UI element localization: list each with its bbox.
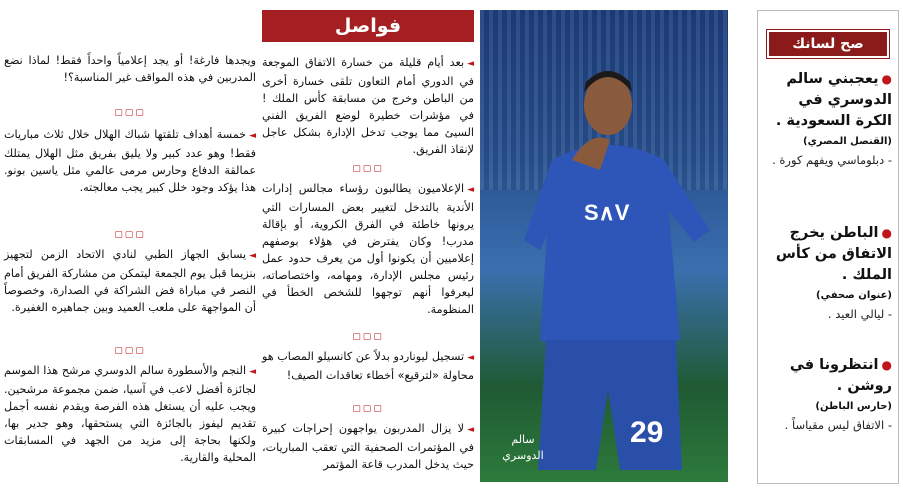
sidebar-item-text: - الاتفاق ليس مقياساً .	[784, 418, 892, 432]
sidebar-item-text: - ليالي العيد .	[827, 307, 892, 321]
column-paragraph	[262, 54, 474, 158]
paragraph-separator: ▢▢▢	[114, 108, 146, 118]
column-paragraph	[4, 362, 256, 466]
paragraph-separator: ▢▢▢	[352, 404, 384, 414]
sidebar-item-title	[764, 69, 892, 132]
bullet-triangle-icon: ◄	[249, 131, 256, 141]
paragraph-separator: ▢▢▢	[352, 164, 384, 174]
bullet-dot-icon: ●	[881, 226, 892, 240]
left-column	[4, 10, 256, 482]
sidebar-item-title-text: يعجبني سالم الدوسري في الكرة السعودية .	[775, 71, 892, 129]
paragraph-text: يسابق الجهاز الطبي لنادي الاتحاد الزمن لتجهيز بنزيما قبل يوم الجمعة ليتمكن من مشاركة الفريق أمام النصر في مباراة فض الشراكة في الصدارة، وخصوصاً أن المواجهة على ملعب العميد وبين جماهيره الغفيرة.	[4, 248, 256, 314]
column-paragraph	[4, 246, 256, 316]
bullet-triangle-icon: ◄	[467, 353, 474, 363]
paragraph-text: ويجدها فارغة! أو يجد إعلامياً واحداً فقط! لماذا نضع المدربين في هذه المواقف غير المناسبة؟!	[4, 54, 256, 84]
sidebar-item-title	[764, 223, 892, 286]
paragraph-separator: ▢▢▢	[352, 332, 384, 342]
bullet-triangle-icon: ◄	[249, 251, 256, 261]
paragraph-text: الإعلاميون يطالبون رؤساء مجالس إدارات الأندية بالتدخل لتغيير بعض المسارات التي يرونها خاطئة في الفرق الكروية، أو بإقالة مدرب! وكان يفترض في هؤلاء بوصفهم إعلاميين أن يكونوا أول من يعرف حدود عمل رئيس مجلس الإدارة، ومهامه، واختصاصاته، ليعرفوا أنهم توجهوا للشخص الخطأ في المنظومة.	[262, 182, 474, 316]
sidebar-header-frame	[766, 29, 890, 59]
sidebar-item-source: (القنصل المصري)	[803, 136, 892, 147]
fawasel-column	[262, 10, 474, 482]
bullet-triangle-icon: ◄	[467, 425, 474, 435]
paragraph-separator: ▢▢▢	[114, 230, 146, 240]
bullet-triangle-icon: ◄	[467, 185, 474, 195]
sidebar-item-title-text: الباطن يخرج الاتفاق من كأس الملك .	[775, 225, 892, 283]
sidebar-box	[757, 10, 899, 484]
player-figure	[480, 10, 728, 482]
paragraph-text: لا يزال المدربون يواجهون إحراجات كبيرة في المؤتمرات الصحفية التي تعقب المباريات، حيث يدخل المدرب قاعة المؤتمر	[262, 422, 474, 471]
sidebar-item	[764, 223, 892, 323]
sidebar-item	[764, 69, 892, 169]
bullet-dot-icon: ●	[881, 358, 892, 372]
sidebar-item-source: (حارس الباطن)	[815, 401, 892, 412]
sidebar-header: صح لسانك	[769, 32, 887, 56]
paragraph-text: بعد أيام قليلة من خسارة الاتفاق الموجعة في الدوري أمام التعاون تلقى خسارة أخرى من الباطن وخرج من مسابقة كأس الملك ! في مؤشرات خطيرة لوضع الفريق الفني السيئ مما يوجب تدخل الإدارة بشكل عاجل لإنقاذ الفريق.	[262, 56, 474, 156]
sidebar-item-title-text: انتظرونا في روشن .	[789, 357, 892, 394]
sidebar-item-text: - دبلوماسي ويفهم كورة .	[772, 153, 892, 167]
sidebar-item-title	[764, 355, 892, 397]
paragraph-text: تسجيل ليوناردو بدلاً عن كانسيلو المصاب هو محاولة «لترقيع» أخطاء تعاقدات الصيف!	[262, 350, 474, 382]
column-paragraph	[262, 420, 474, 473]
column-paragraph	[4, 52, 256, 86]
bullet-triangle-icon: ◄	[467, 59, 474, 69]
column-paragraph	[262, 180, 474, 318]
bullet-triangle-icon: ◄	[249, 367, 256, 377]
sidebar-item-source: (عنوان صحفي)	[816, 290, 892, 301]
column-paragraph	[4, 126, 256, 196]
sidebar-item	[764, 355, 892, 434]
bullet-dot-icon: ●	[881, 72, 892, 86]
paragraph-text: خمسة أهداف تلقتها شباك الهلال خلال ثلاث مباريات فقط! وهو عدد كبير ولا يليق بفريق مثل الهلال يمتلك عمالقة الدفاع وحارس مرمى عالمي مثل ياسين بونو. هذا يؤكد وجود خلل كبير يجب معالجته.	[4, 128, 256, 194]
svg-text:S∧V: S∧V	[584, 200, 630, 225]
svg-text:29: 29	[630, 416, 664, 449]
photo-caption: سالم الدوسري	[502, 433, 544, 462]
paragraph-separator: ▢▢▢	[114, 346, 146, 356]
fawasel-header: فواصل	[262, 10, 474, 42]
column-paragraph	[262, 348, 474, 384]
player-photo	[480, 10, 728, 482]
paragraph-text: النجم والأسطورة سالم الدوسري مرشح هذا الموسم لجائزة أفضل لاعب في آسيا، ضمن مجموعة مرشحين. ويجب عليه أن يستغل هذه الفرصة ويقدم نفسه أجمل تقديم ليفوز بالجائزة التي يستحقها، وهو جدير بها، ولكنها بحاجة إلى مزيد من الجهد في المسابقات المحلية والقارية.	[4, 364, 256, 464]
